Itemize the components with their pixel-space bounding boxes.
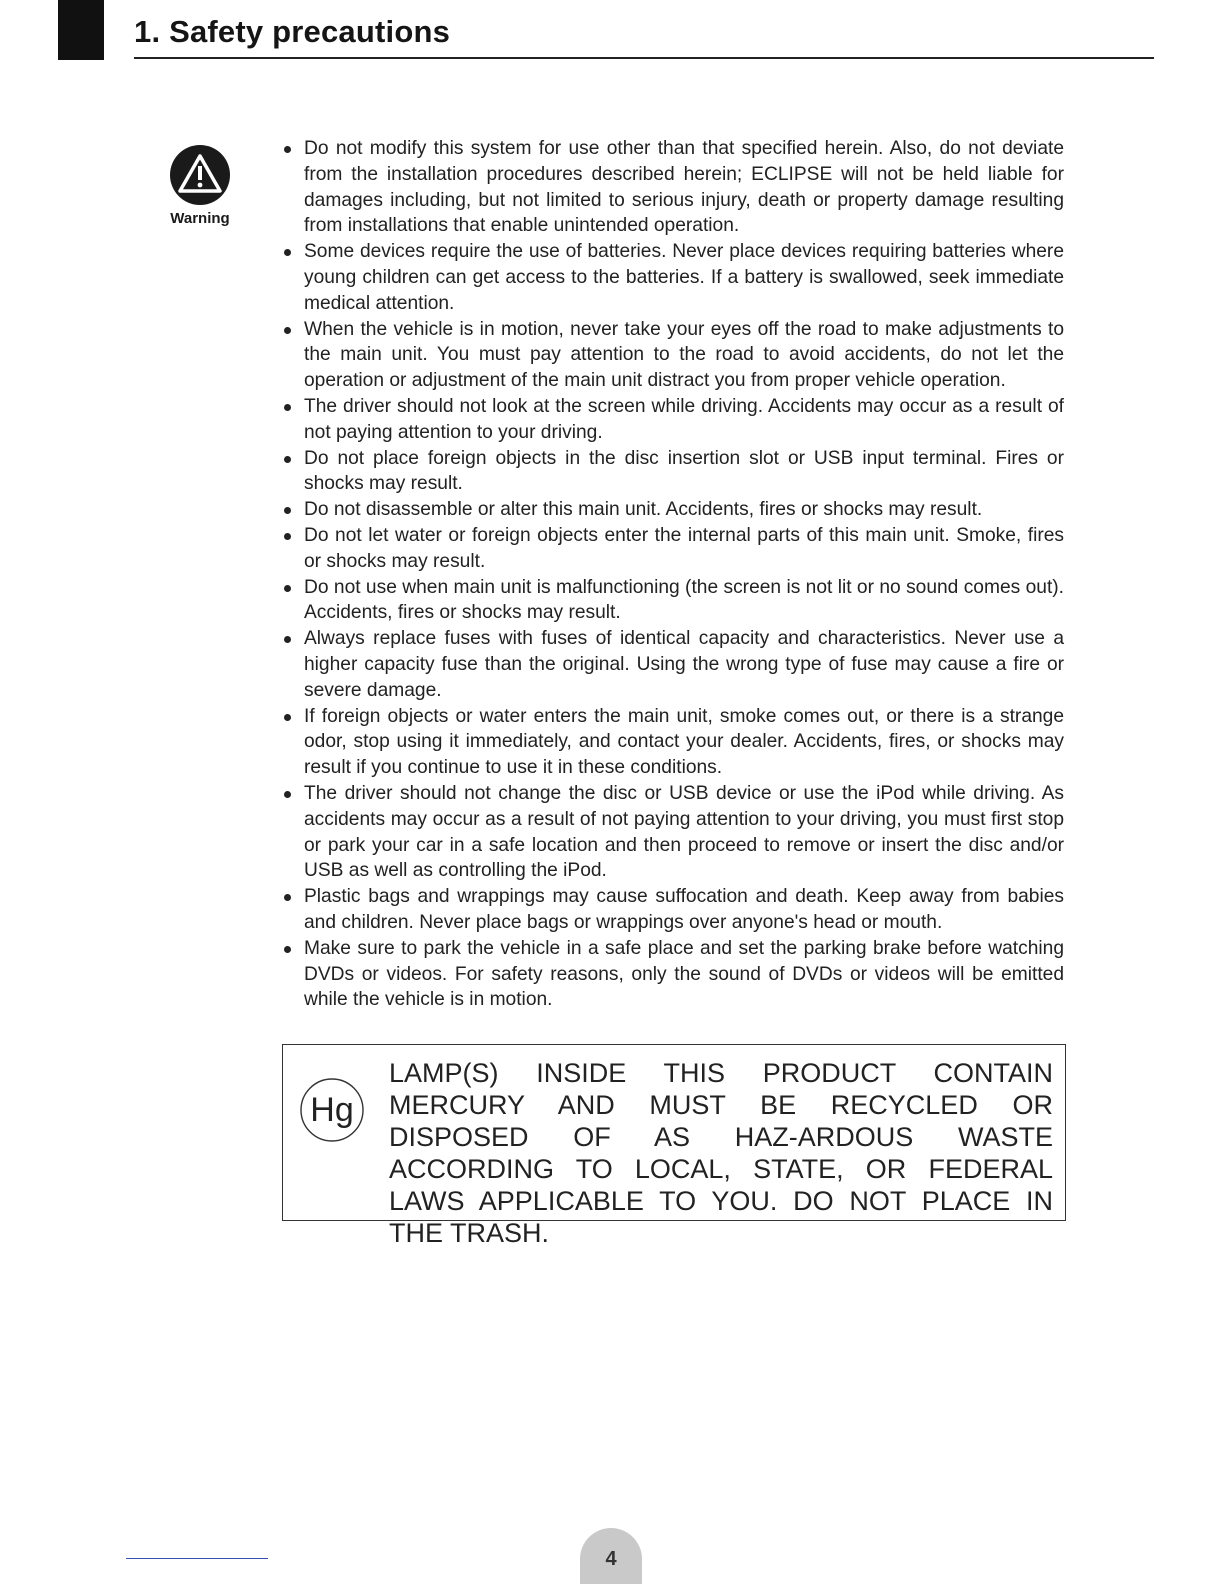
- precaution-item: Do not let water or foreign objects enter the internal parts of this main unit. Smoke, fires or shocks may result.: [282, 523, 1064, 575]
- page-number: 4: [580, 1528, 642, 1584]
- mercury-symbol-text: Hg: [310, 1091, 354, 1129]
- precaution-item: The driver should not look at the screen while driving. Accidents may occur as a result of not paying attention to your driving.: [282, 394, 1064, 446]
- mercury-notice-box: [282, 1044, 1066, 1248]
- precaution-item: Do not modify this system for use other than that specified herein. Also, do not deviate from the installation procedures described herein; ECLIPSE will not be held liable for damages including, but not limited to serious injury, death or property damage resulting from installations that enable unintended operation.: [282, 136, 1064, 239]
- precaution-item: Do not disassemble or alter this main unit. Accidents, fires or shocks may result.: [282, 497, 1064, 523]
- header-divider: [134, 57, 1154, 59]
- precaution-item: Plastic bags and wrappings may cause suffocation and death. Keep away from babies and children. Never place bags or wrappings over anyone's head or mouth.: [282, 884, 1064, 936]
- precaution-item: Do not use when main unit is malfunctioning (the screen is not lit or no sound comes out). Accidents, fires or shocks may result.: [282, 575, 1064, 627]
- safety-precautions-list: [282, 136, 1064, 1013]
- precaution-item: Make sure to park the vehicle in a safe place and set the parking brake before watching DVDs or videos. For safety reasons, only the sound of DVDs or videos will be emitted while the vehicle is in motion.: [282, 936, 1064, 1013]
- warning-label: Warning: [170, 210, 230, 227]
- header-tab-block: [58, 0, 104, 60]
- mercury-notice-text: LAMP(S) INSIDE THIS PRODUCT CONTAIN MERCURY AND MUST BE RECYCLED OR DISPOSED OF AS HAZ-ARDOUS WASTE ACCORDING TO LOCAL, STATE, OR FEDERAL LAWS APPLICABLE TO YOU. DO NOT PLACE IN THE TRASH.: [389, 1058, 1053, 1248]
- warning-symbol: [168, 144, 232, 234]
- warning-triangle-icon: [169, 144, 231, 206]
- precaution-item: When the vehicle is in motion, never take your eyes off the road to make adjustments to the main unit. You must pay attention to the road to avoid accidents, do not let the operation or adjustment of the main unit distract you from proper vehicle operation.: [282, 317, 1064, 394]
- precaution-item: Do not place foreign objects in the disc insertion slot or USB input terminal. Fires or shocks may result.: [282, 446, 1064, 498]
- footer-rule: [126, 1558, 268, 1559]
- precaution-item: The driver should not change the disc or USB device or use the iPod while driving. As accidents may occur as a result of not paying attention to your driving, you must first stop or park your car in a safe location and then proceed to remove or insert the disc and/or USB as well as controlling the iPod.: [282, 781, 1064, 884]
- precaution-item: Some devices require the use of batteries. Never place devices requiring batteries where young children can get access to the batteries. If a battery is swallowed, seek immediate medical attention.: [282, 239, 1064, 316]
- precaution-item: Always replace fuses with fuses of identical capacity and characteristics. Never use a higher capacity fuse than the original. Using the wrong type of fuse may cause a fire or severe damage.: [282, 626, 1064, 703]
- precaution-item: If foreign objects or water enters the main unit, smoke comes out, or there is a strange odor, stop using it immediately, and contact your dealer. Accidents, fires, or shocks may result if you continue to use it in these conditions.: [282, 704, 1064, 781]
- page-title: 1. Safety precautions: [134, 14, 451, 49]
- mercury-hg-icon: [297, 1075, 367, 1145]
